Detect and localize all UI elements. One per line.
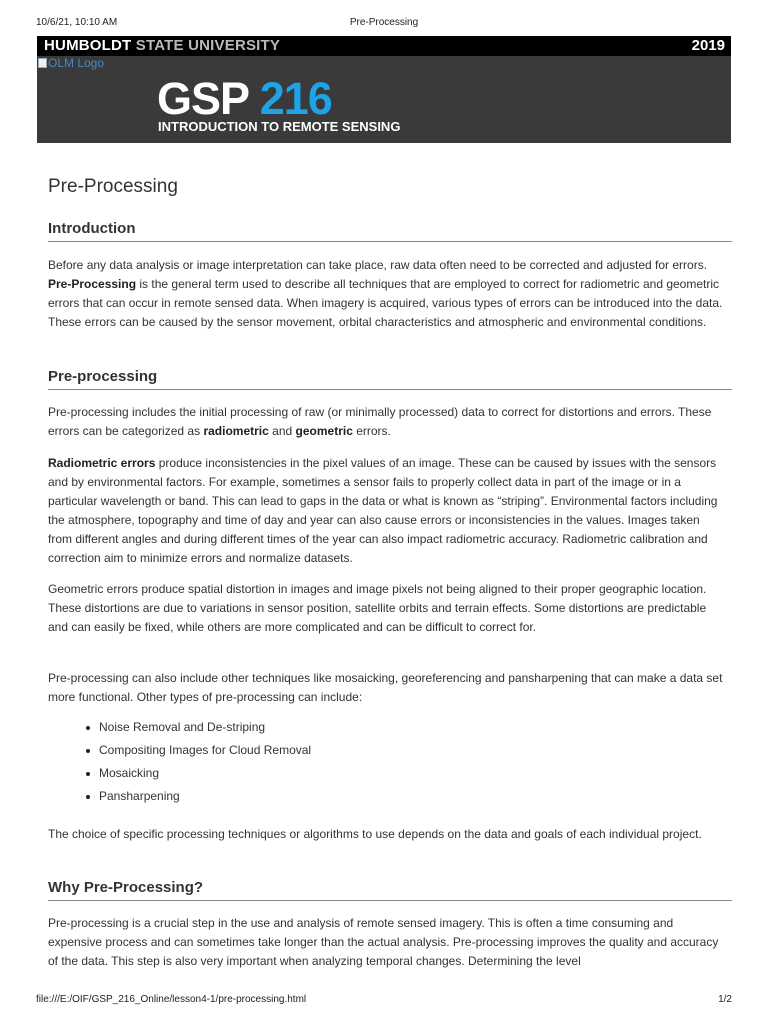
pp-p1-text-3: errors. (356, 424, 391, 438)
pp-p1-text-2: and (272, 424, 293, 438)
list-item: Compositing Images for Cloud Removal (86, 741, 311, 764)
broken-image-icon (38, 58, 47, 68)
university-name (44, 37, 280, 54)
pp-p2-text: produce inconsistencies in the pixel values of an image. These can be caused by issues with the sensors and by environmental factors. For example, sometimes a sensor fails to properly collect data in part of the image or in a particular wavelength or band. This can lead to gaps in the data or what is known as “striping”. Environmental factors including the atmosphere, topography and time of day and year can also cause errors or inconsistencies in the values. Images taken from different angles and during different times of the year can also impact radiometric accuracy. Radiometric calibration and correction aim to minimize errors and normalize datasets. (48, 456, 718, 565)
preprocessing-types-list (86, 718, 311, 810)
course-number: 216 (259, 73, 332, 124)
preprocessing-paragraph-1 (48, 403, 726, 441)
print-page-title: Pre-Processing (349, 17, 419, 28)
introduction-paragraph (48, 256, 726, 332)
university-name-rest: STATE UNIVERSITY (135, 37, 281, 54)
why-preprocessing-paragraph: Pre-processing is a crucial step in the use and analysis of remote sensed imagery. This is often a time consuming and expensive process and can sometimes take longer than the actual analysis. Pre-processing improves the quality and accuracy of the data. This step is also very important when analyzing temporal changes. Determining the level (48, 916, 719, 968)
course-subtitle: INTRODUCTION TO REMOTE SENSING (158, 119, 401, 134)
pp-p1-bold-geometric: geometric (295, 424, 353, 438)
print-datetime: 10/6/21, 10:10 AM (36, 17, 118, 28)
intro-text-2: is the general term used to describe all techniques that are employed to correct for radiometric and geometric errors that can occur in remote sensed data. When imagery is acquired, various types of errors can be introduced into the data. These errors can be caused by the sensor movement, orbital characteristics and atmospheric and environmental conditions. (48, 277, 723, 329)
section-heading-introduction: Introduction (48, 220, 732, 242)
intro-bold-term: Pre-Processing (48, 277, 137, 291)
university-name-bold: HUMBOLDT (44, 37, 132, 54)
list-item: Pansharpening (86, 787, 311, 810)
preprocessing-paragraph-2 (48, 454, 726, 568)
university-bar (37, 36, 731, 56)
intro-text-1: Before any data analysis or image interpretation can take place, raw data often need to be corrected and adjusted for errors. (48, 258, 708, 272)
course-code (157, 73, 332, 124)
banner-year: 2019 (691, 37, 725, 54)
pp-p2-bold: Radiometric errors (48, 456, 156, 470)
preprocessing-paragraph-4: Pre-processing can also include other techniques like mosaicking, georeferencing and pansharpening that can make a data set more functional. Other types of pre-processing can include: (48, 671, 723, 704)
olm-logo-broken-image[interactable] (38, 56, 104, 70)
page-title: Pre-Processing (48, 176, 178, 197)
print-page-number: 1/2 (718, 994, 732, 1005)
pp-p1-bold-radiometric: radiometric (203, 424, 269, 438)
course-prefix: GSP (157, 73, 249, 124)
preprocessing-paragraph-5: The choice of specific processing techniques or algorithms to use depends on the data and goals of each individual project. (48, 827, 702, 841)
list-item: Noise Removal and De-striping (86, 718, 311, 741)
section-heading-why-preprocessing: Why Pre-Processing? (48, 879, 732, 901)
section-heading-preprocessing: Pre-processing (48, 368, 732, 390)
preprocessing-paragraph-3: Geometric errors produce spatial distortion in images and image pixels not being aligned to their proper geographic location. These distortions are due to variations in sensor position, satellite orbits and terrain effects. Some distortions are predictable and can easily be fixed, while others are more complicated and can be difficult to correct for. (48, 582, 707, 634)
print-header (0, 0, 768, 40)
print-url: file:///E:/OIF/GSP_216_Online/lesson4-1/pre-processing.html (36, 994, 307, 1005)
pp-p1-text-1: Pre-processing includes the initial processing of raw (or minimally processed) data to correct for distortions and errors. These errors can be categorized as (48, 405, 712, 438)
course-banner (37, 36, 731, 143)
olm-logo-alt-text: OLM Logo (48, 56, 105, 70)
list-item: Mosaicking (86, 764, 311, 787)
